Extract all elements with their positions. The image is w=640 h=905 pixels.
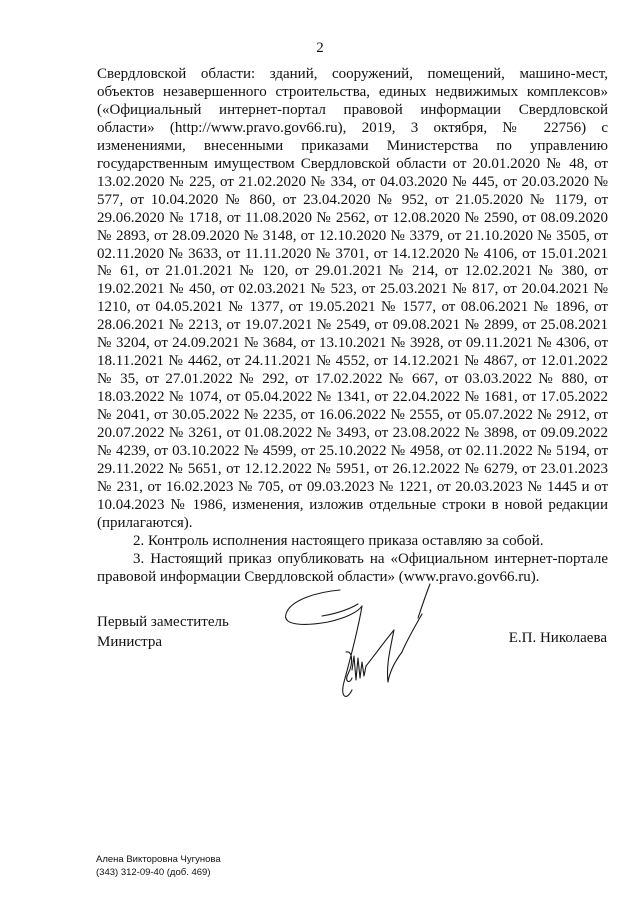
item-2-paragraph: 2. Контроль исполнения настоящего приказа оставляю за собой. [133,532,544,549]
executor-info [96,854,221,879]
signatory-position-line2: Министра [97,634,162,650]
executor-phone: (343) 312-09-40 (доб. 469) [96,866,211,878]
main-paragraph: Свердловской области: зданий, сооружений, помещений, машино-мест, объектов незавершенного строительства, единых недвижимых комплексов» («Официальный интернет-портал правовой информации Свердловской области» (http://www.pravo.gov66.ru), 2019, 3 октября, № 22756) с изменениями, внесенными приказами Министерства по управлению государственным имуществом Свердловской области от 20.01.2020 № 48, от 13.02.2020 № 225, от 21.02.2020 № 334, от 04.03.2020 № 445, от 20.03.2020 № 577, от 10.04.2020 № 860, от 23.04.2020 № 952, от 21.05.2020 № 1179, от 29.06.2020 № 1718, от 11.08.2020 № 2562, от 12.08.2020 № 2590, от 08.09.2020 № 2893, от 28.09.2020 № 3148, от 12.10.2020 № 3379, от 21.10.2020 № 3505, от 02.11.2020 № 3633, от 11.11.2020 № 3701, от 14.12.2020 № 4106, от 15.01.2021 № 61, от 21.01.2021 № 120, от 29.01.2021 № 214, от 12.02.2021 № 380, от 19.02.2021 № 450, от 02.03.2021 № 523, от 25.03.2021 № 817, от 20.04.2021 № 1210, от 04.05.2021 № 1377, от 19.05.2021 № 1577, от 08.06.2021 № 1896, от 28.06.2021 № 2213, от 19.07.2021 № 2549, от 09.08.2021 № 2899, от 25.08.2021 № 3204, от 24.09.2021 № 3684, от 13.10.2021 № 3928, от 09.11.2021 № 4306, от 18.11.2021 № 4462, от 24.11.2021 № 4552, от 14.12.2021 № 4867, от 12.01.2022 № 35, от 27.01.2022 № 292, от 17.02.2022 № 667, от 03.03.2022 № 880, от 18.03.2022 № 1074, от 05.04.2022 № 1341, от 22.04.2022 № 1681, от 17.05.2022 № 2041, от 30.05.2022 № 2235, от 16.06.2022 № 2555, от 05.07.2022 № 2912, от 20.07.2022 № 3261, от 01.08.2022 № 3493, от 23.08.2022 № 3898, от 09.09.2022 № 4239, от 03.10.2022 № 4599, от 25.10.2022 № 4958, от 02.11.2022 № 5194, от 29.11.2022 № 5651, от 12.12.2022 № 5951, от 26.12.2022 № 6279, от 23.01.2023 № 231, от 16.02.2023 № 705, от 09.03.2023 № 1221, от 20.03.2023 № 1445 и от 10.04.2023 № 1986, изменения, изложив отдельные строки в новой редакции (прилагаются). [97,66,608,531]
signatory-position-line1: Первый заместитель [97,614,229,630]
document-body [97,66,608,587]
signatory-name: Е.П. Николаева [508,630,607,646]
executor-name: Алена Викторовна Чугунова [96,854,221,865]
item-3-paragraph: 3. Настоящий приказ опубликовать на «Официальном интернет-портале правовой информации Свердловской области» (www.pravo.gov66.ru). [97,550,608,585]
handwritten-signature [262,570,452,720]
page-number: 2 [316,40,324,56]
signatory-position [97,612,229,652]
